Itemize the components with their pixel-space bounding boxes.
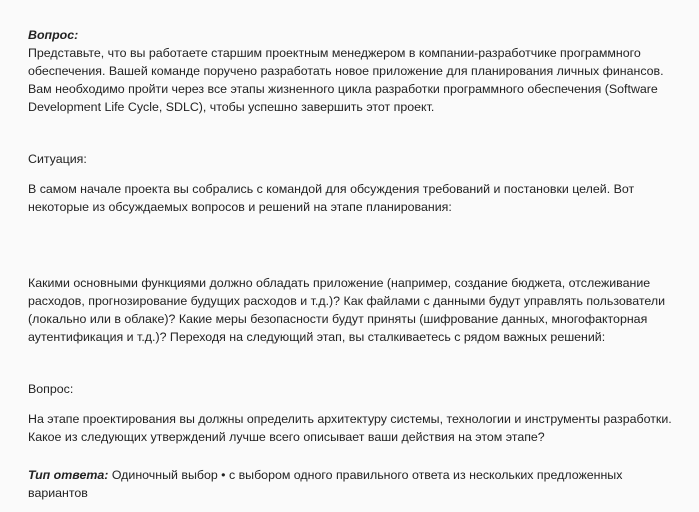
planning-questions-text: Какими основными функциями должно обладать приложение (например, создание бюджета, отслеживание расходов, прогнозирование будущих расходов и т.д.)? Как файлами с данными будут управлять пользователи (локально или в облаке)? Какие меры безопасности будут приняты (шифрование данных, многофакторная аутентификация и т.д.)? Переходя на следующий этап, вы сталкиваетесь с рядом важных решений: [28, 276, 666, 344]
situation-label: Ситуация: [28, 152, 87, 166]
second-question-label: Вопрос: [28, 382, 74, 396]
second-question-text: На этапе проектирования вы должны определить архитектуру системы, технологии и инструменты разработки. Какое из следующих утверждений лучше всего описывает ваши действия на этом этапе? [28, 412, 672, 444]
question-text: Представьте, что вы работаете старшим проектным менеджером в компании-разработчике программного обеспечения. Вашей команде поручено разработать новое приложение для планирования личных финансов. Вам необходимо пройти через все этапы жизненного цикла разработки программного обеспечения (Software Development Life Cycle, SDLC), чтобы успешно завершить этот проект. [28, 46, 664, 114]
situation-text: В самом начале проекта вы собрались с командой для обсуждения требований и постановки целей. Вот некоторые из обсуждаемых вопросов и решений на этапе планирования: [28, 182, 635, 214]
answer-type-label: Тип ответа: [28, 468, 109, 482]
answer-type-text: Одиночный выбор • с выбором одного правильного ответа из нескольких предложенных вариантов [28, 468, 623, 500]
question-label: Вопрос: [28, 28, 79, 42]
document-body [28, 26, 678, 502]
answer-type-line [28, 466, 678, 502]
